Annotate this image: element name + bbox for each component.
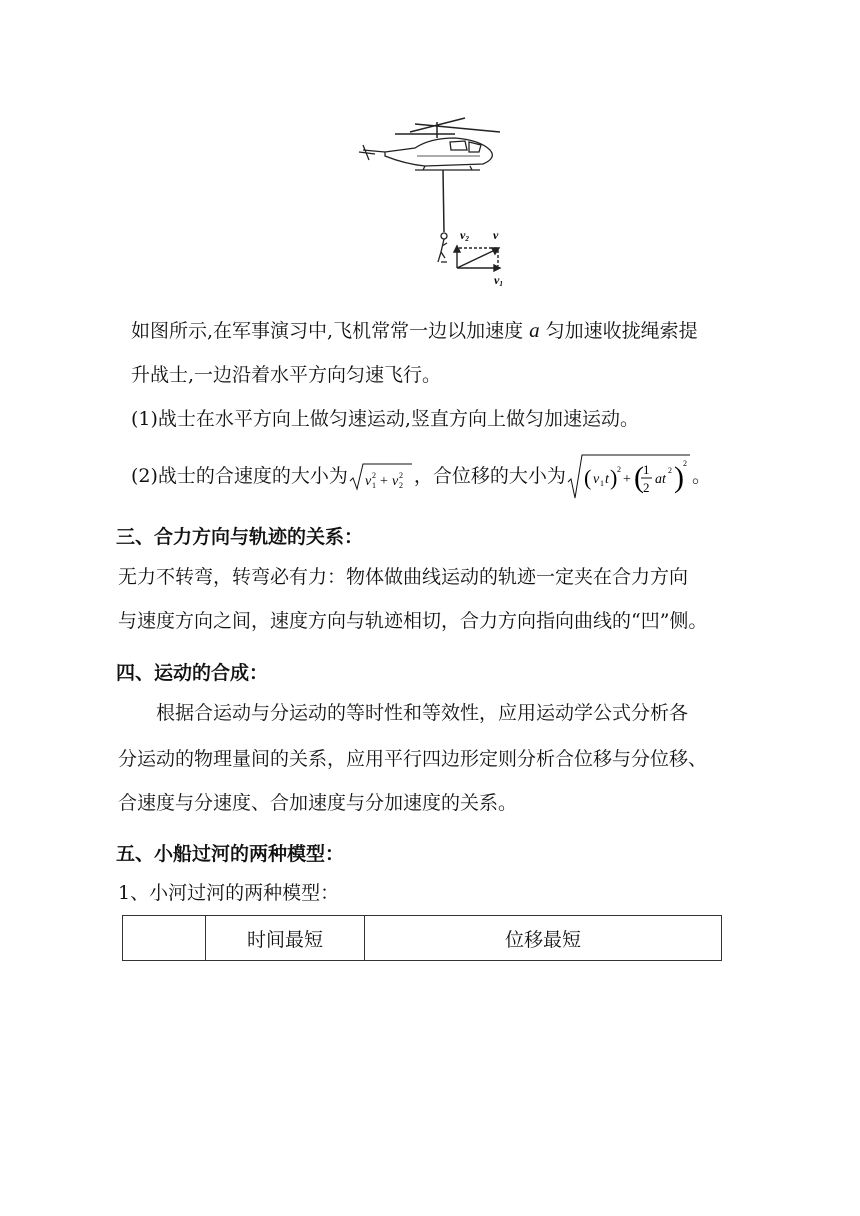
svg-text:2: 2 <box>398 471 403 480</box>
section-3-heading: 三、合力方向与轨迹的关系： <box>116 526 364 548</box>
section-4-line-1: 根据合运动与分运动的等时性和等效性，应用运动学公式分析各 <box>156 702 689 724</box>
item-2-suffix: 。 <box>691 465 711 487</box>
svg-text:t: t <box>604 472 609 487</box>
item-1: (1)战士在水平方向上做匀速运动,竖直方向上做匀加速运动。 <box>131 408 639 430</box>
svg-text:1: 1 <box>371 481 376 490</box>
svg-text:+: + <box>622 472 631 487</box>
svg-text:2: 2 <box>371 471 376 480</box>
label-v: v <box>493 228 499 242</box>
table-cell-empty <box>123 916 206 961</box>
soldier-icon <box>438 233 447 262</box>
svg-text:): ) <box>673 461 684 494</box>
section-5-sub: 1、小河过河的两种模型： <box>118 882 340 904</box>
label-v2: v2 <box>460 228 469 243</box>
svg-text:2: 2 <box>616 465 621 474</box>
formula-sqrt-velocity <box>348 461 414 493</box>
svg-text:+: + <box>379 474 388 489</box>
section-3-line-1: 无力不转弯，转弯必有力：物体做曲线运动的轨迹一定夹在合力方向 <box>118 566 689 588</box>
svg-text:1: 1 <box>599 479 604 488</box>
section-4-line-3: 合速度与分速度、合加速度与分加速度的关系。 <box>118 792 518 814</box>
table-header-shortest-time: 时间最短 <box>206 916 365 961</box>
section-3-line-2: 与速度方向之间，速度方向与轨迹相切，合力方向指向曲线的“凹”侧。 <box>118 610 708 632</box>
velocity-diagram <box>454 246 500 271</box>
section-5-heading: 五、小船过河的两种模型： <box>116 843 345 865</box>
rotor-icon <box>395 118 500 138</box>
river-crossing-table <box>122 915 722 961</box>
helicopter-body-icon <box>359 138 492 170</box>
svg-text:1: 1 <box>642 462 650 477</box>
svg-text:2: 2 <box>398 481 403 490</box>
item-2 <box>131 452 711 502</box>
svg-text:2: 2 <box>642 480 650 495</box>
section-4-line-2: 分运动的物理量间的关系，应用平行四边形定则分析合位移与分位移、 <box>118 748 708 770</box>
intro-line-2: 升战士,一边沿着水平方向匀速飞行。 <box>131 364 442 386</box>
helicopter-figure <box>355 112 515 292</box>
section-4-heading: 四、运动的合成： <box>116 662 269 684</box>
svg-text:at: at <box>654 472 666 487</box>
svg-text:2: 2 <box>667 466 672 475</box>
item-2-prefix: (2)战士的合速度的大小为 <box>131 465 348 487</box>
svg-text:v: v <box>364 474 372 489</box>
svg-text:(: ( <box>583 465 592 490</box>
formula-sqrt-displacement <box>566 452 692 502</box>
svg-text:2: 2 <box>682 459 687 468</box>
table-header-shortest-displacement: 位移最短 <box>365 916 722 961</box>
svg-text:v: v <box>592 472 600 487</box>
svg-text:(: ( <box>633 461 644 494</box>
svg-text:): ) <box>609 465 618 490</box>
rope <box>443 170 444 232</box>
intro-line-1: 如图所示,在军事演习中,飞机常常一边以加速度 a 匀加速收拢绳索提 <box>131 318 698 342</box>
item-2-middle: ，合位移的大小为 <box>413 465 566 487</box>
table-row <box>123 916 722 961</box>
label-v1: v1 <box>494 273 503 288</box>
svg-text:v: v <box>391 474 399 489</box>
